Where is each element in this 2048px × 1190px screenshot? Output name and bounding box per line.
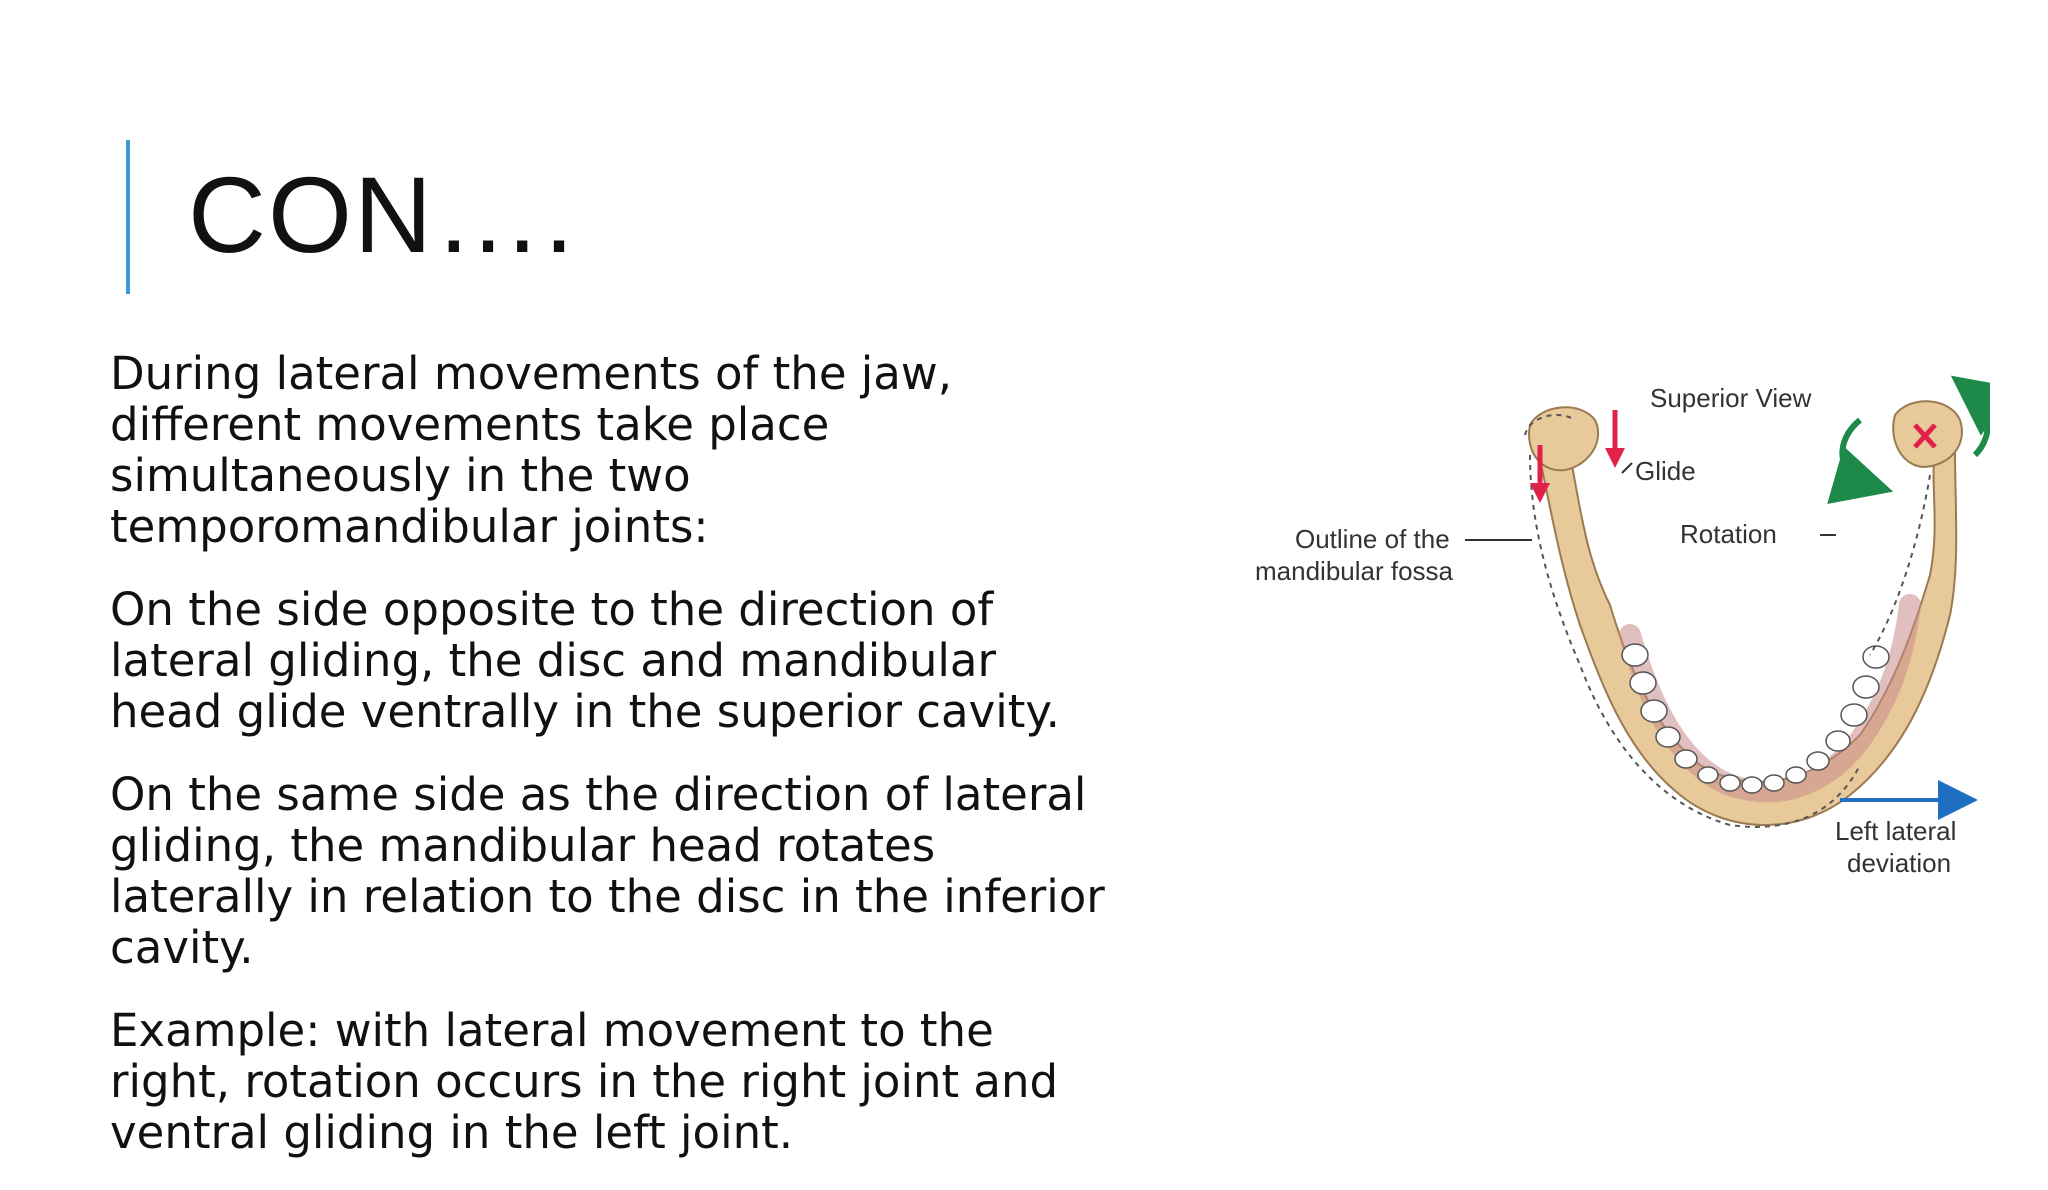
paragraph-same-side: On the same side as the direction of lateral gliding, the mandibular head rotates laterally in relation to the disc in the inferior cavity.	[110, 768, 1105, 974]
label-rotation: Rotation	[1680, 519, 1777, 549]
paragraph-intro: During lateral movements of the jaw, different movements take place simultaneously in the two temporomandibular joints:	[110, 347, 952, 553]
label-superior-view: Superior View	[1650, 383, 1812, 413]
rotation-arrow-left	[1842, 420, 1870, 485]
title-accent-bar	[126, 140, 130, 294]
label-deviation-line2: deviation	[1847, 848, 1952, 878]
paragraph-opposite-side: On the side opposite to the direction of lateral gliding, the disc and mandibular head glide ventrally in the superior cavity.	[110, 583, 1060, 738]
paragraph-example: Example: with lateral movement to the right, rotation occurs in the right joint and ventral gliding in the left joint.	[110, 1004, 1059, 1159]
label-outline-line2: mandibular fossa	[1255, 556, 1453, 586]
label-deviation-line1: Left lateral	[1835, 816, 1957, 846]
label-glide: Glide	[1635, 456, 1696, 486]
slide-title: CON….	[188, 154, 576, 275]
mandible-bone	[1540, 445, 1956, 825]
mandible-diagram	[1230, 365, 1990, 925]
slide-body	[110, 348, 1120, 1190]
label-outline-line1: Outline of the	[1295, 524, 1450, 554]
rotation-arrow-right	[1970, 390, 1988, 455]
